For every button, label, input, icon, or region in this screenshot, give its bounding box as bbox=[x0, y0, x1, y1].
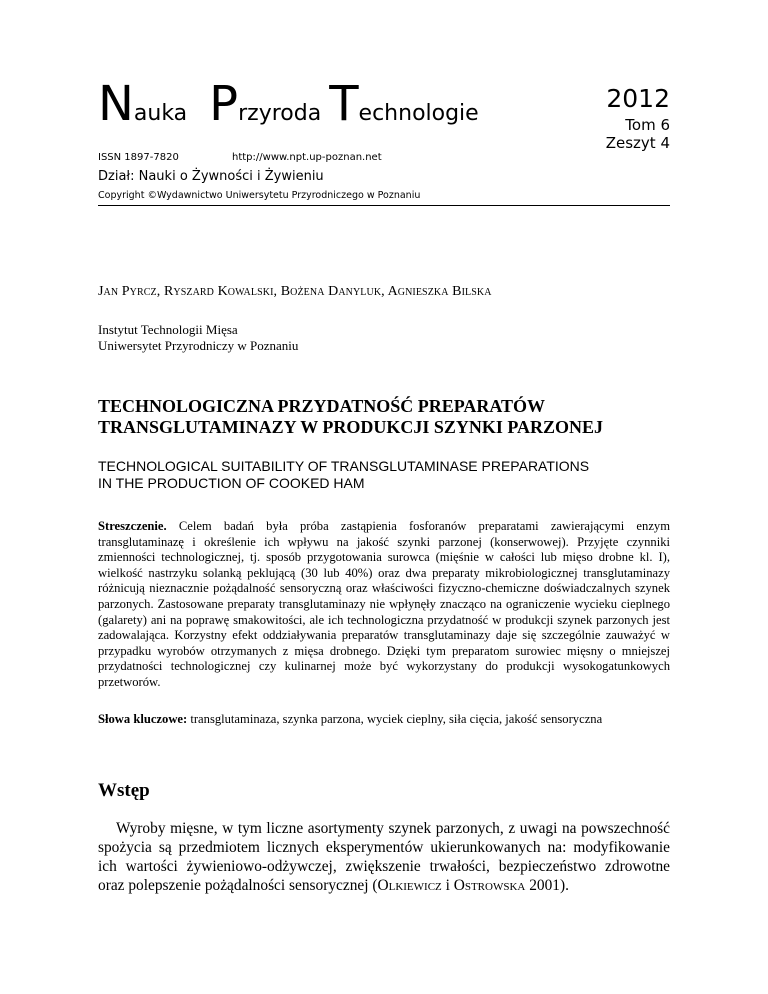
intro-paragraph bbox=[98, 819, 670, 895]
title-polish bbox=[98, 396, 678, 438]
journal-section: Dział: Nauki o Żywności i Żywieniu bbox=[98, 169, 324, 184]
title-english-line-1: TECHNOLOGICAL SUITABILITY OF TRANSGLUTAMINASE PREPARATIONS bbox=[98, 458, 590, 474]
citation-author-2: Ostrowska bbox=[453, 877, 526, 894]
title-polish-line-2: TRANSGLUTAMINAZY W PRODUKCJI SZYNKI PARZONEJ bbox=[98, 417, 604, 437]
citation-author-1: Olkiewicz bbox=[377, 877, 442, 894]
affiliation bbox=[98, 322, 298, 354]
header-divider bbox=[98, 205, 670, 206]
keywords-label: Słowa kluczowe: bbox=[98, 712, 188, 726]
abstract-text: Celem badań była próba zastąpienia fosforanów preparatami zawierającymi enzym transglutaminazę i określenie ich wpływu na jakość szynki parzonej (konserwowej). Przyjęte czynniki zmienności technologicznej, tj. sposób przygotowania surowca (mięśnie w całości lub mięso drobne kl. I), wielkość nastrzyku solanką peklującą (30 lub 40%) oraz dwa preparaty mikrobiologicznej transglutaminazy różnicują nieznacznie pożądalność sensoryczną oraz właściwości fizyczno-chemiczne doświadczalnych szynek parzonych. Zastosowane preparaty transglutaminazy nie wpłynęły znacząco na ograniczenie wycieku cieplnego (galarety) ani na poprawę smakowitości, ale ich technologiczna przydatność w produkcji szynek parzonych jest zadowalająca. Korzystny efekt oddziaływania preparatów transglutaminazy daje się szczególnie zauważyć w przypadku wyrobów otrzymanych z mięsa drobnego. Dzięki tym preparatom surowiec mięsny o mniejszej przydatności technologicznej czy kulinarnej może być wykorzystany do produkcji wysokogatunkowych przetworów. bbox=[98, 519, 670, 689]
masthead-word-3: Technologie bbox=[329, 76, 479, 132]
abstract-label: Streszczenie. bbox=[98, 519, 167, 533]
abstract bbox=[98, 519, 670, 691]
keywords bbox=[98, 712, 670, 728]
journal-issue: Zeszyt 4 bbox=[605, 134, 670, 152]
journal-year: 2012 bbox=[606, 84, 670, 113]
journal-issn: ISSN 1897-7820 bbox=[98, 152, 179, 163]
citation-and: i bbox=[441, 877, 454, 894]
author-list: Jan Pyrcz, Ryszard Kowalski, Bożena Danyluk, Agnieszka Bilska bbox=[98, 284, 492, 299]
affiliation-line-1: Instytut Technologii Mięsa bbox=[98, 322, 238, 337]
title-english bbox=[98, 458, 678, 492]
title-english-line-2: IN THE PRODUCTION OF COOKED HAM bbox=[98, 475, 365, 491]
citation-year: 2001). bbox=[525, 877, 569, 894]
affiliation-line-2: Uniwersytet Przyrodniczy w Poznaniu bbox=[98, 338, 299, 353]
journal-volume: Tom 6 bbox=[625, 116, 670, 134]
title-polish-line-1: TECHNOLOGICZNA PRZYDATNOŚĆ PREPARATÓW bbox=[98, 396, 546, 416]
journal-masthead bbox=[98, 76, 479, 136]
intro-text: Wyroby mięsne, w tym liczne asortymenty szynek parzonych, z uwagi na powszechność spożycia są przedmiotem licznych eksperymentów ukierunkowanych na: modyfikowanie ich wartości żywieniowo-odżywczej, zwiększenie trwałości, bezpieczeństwo zdrowotne oraz polepszenie pożądalności sensorycznej ( bbox=[98, 820, 670, 894]
masthead-word-2: Przyroda bbox=[209, 76, 322, 132]
journal-url[interactable]: http://www.npt.up-poznan.net bbox=[232, 152, 382, 163]
journal-copyright: Copyright ©Wydawnictwo Uniwersytetu Przyrodniczego w Poznaniu bbox=[98, 190, 421, 201]
section-heading-intro: Wstęp bbox=[98, 780, 150, 801]
keywords-text: transglutaminaza, szynka parzona, wyciek cieplny, siła cięcia, jakość sensoryczna bbox=[190, 712, 603, 726]
masthead-word-1: Nauka bbox=[98, 76, 188, 132]
